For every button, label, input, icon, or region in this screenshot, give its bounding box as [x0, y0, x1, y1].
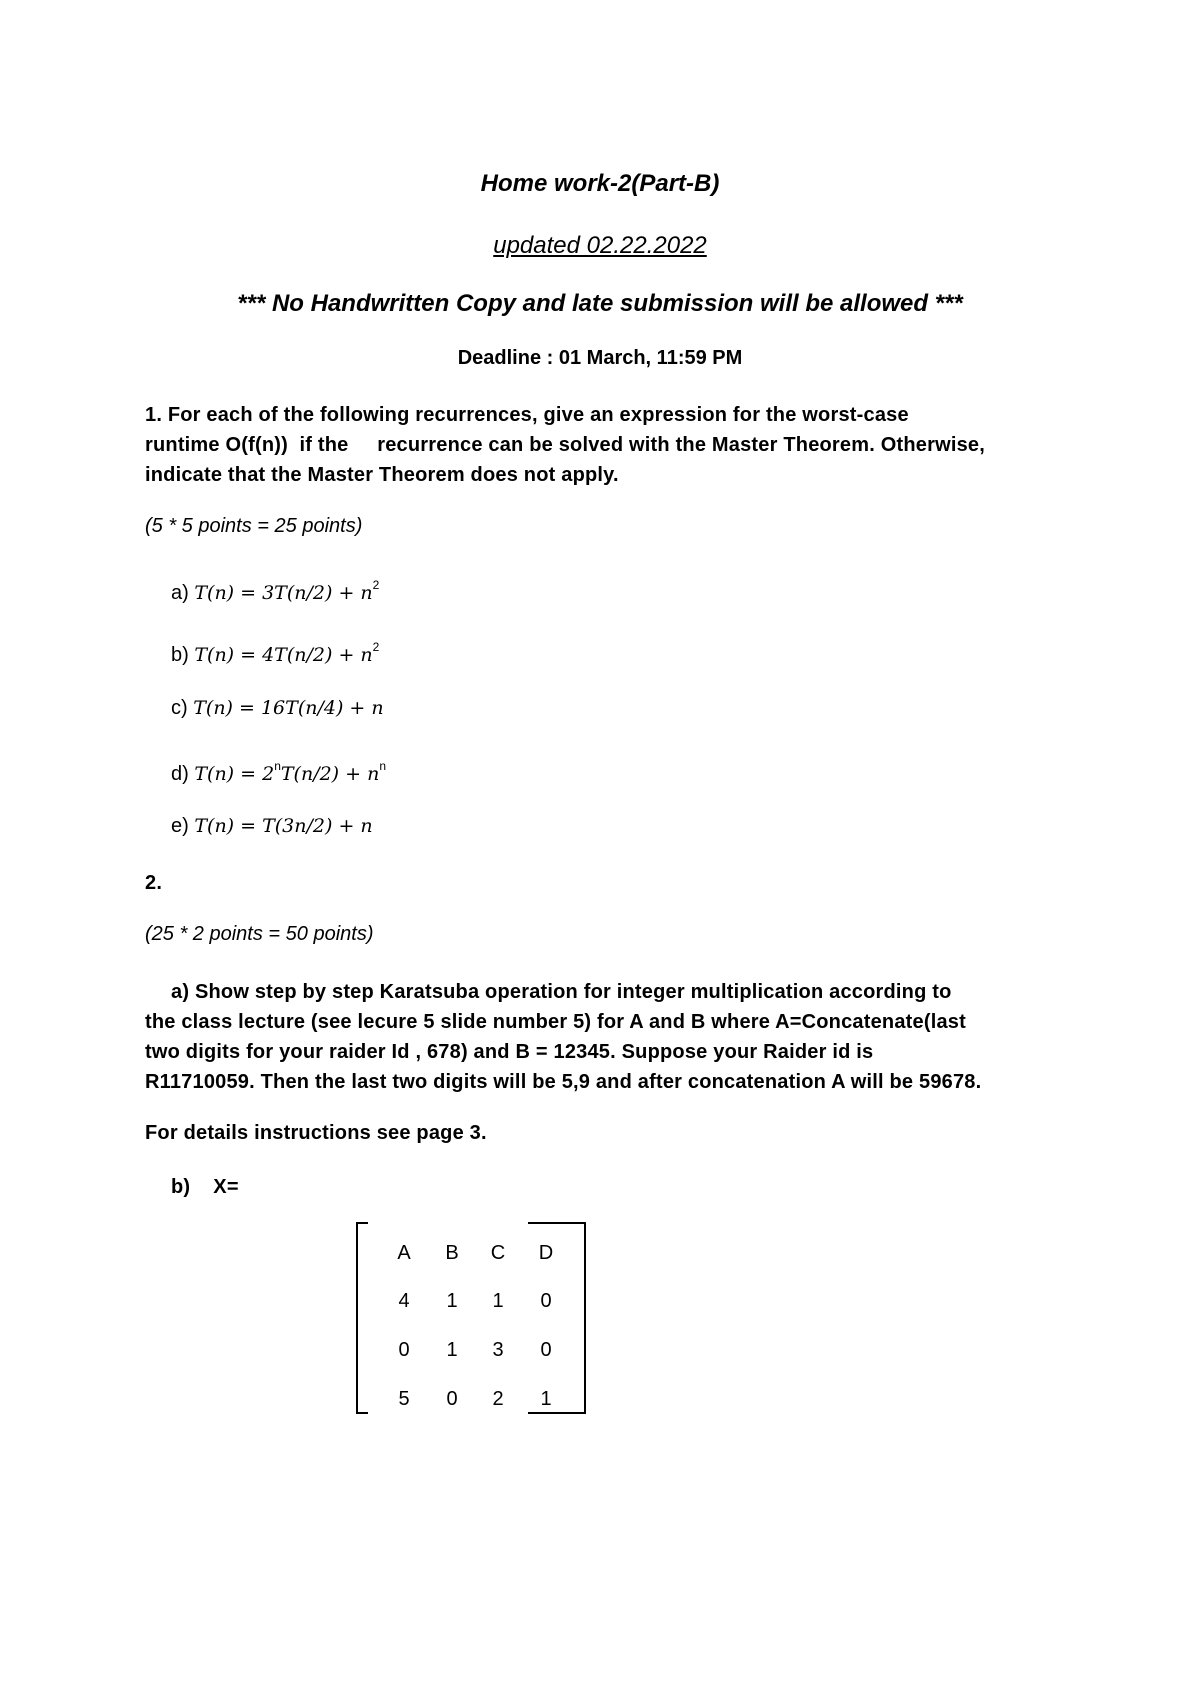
matrix-cell: 5: [398, 1388, 410, 1410]
recurrence-expression-tail: T(n/2) + n: [280, 763, 380, 785]
recurrence-exponent: n: [274, 759, 281, 773]
matrix-left-bracket: [356, 1222, 368, 1414]
question-2a-line-4: R11710059. Then the last two digits will be 5,9 and after concatenation A will be 59678.: [145, 1071, 982, 1093]
matrix-cell: 2: [492, 1388, 504, 1410]
matrix-cell: 0: [398, 1339, 410, 1361]
matrix-cell: D: [538, 1242, 554, 1264]
updated-date: updated 02.22.2022: [493, 232, 707, 259]
recurrence-expression: T(n) = 3T(n/2) + n: [194, 582, 373, 604]
recurrence-expression: T(n) = T(3n/2) + n: [194, 815, 373, 837]
question-1-text: [145, 400, 1075, 490]
matrix-cell: 3: [492, 1339, 504, 1361]
matrix-cell: C: [490, 1242, 506, 1264]
matrix-cell: 1: [492, 1290, 504, 1312]
matrix-cell: 1: [446, 1290, 458, 1312]
matrix-cell: 1: [446, 1339, 458, 1361]
question-1-line-2: runtime O(f(n)) if the recurrence can be solved with the Master Theorem. Otherwise,: [145, 434, 985, 456]
details-note: For details instructions see page 3.: [145, 1122, 487, 1144]
submission-notice: *** No Handwritten Copy and late submission will be allowed ***: [237, 290, 963, 317]
recurrence-expression: T(n) = 2: [194, 763, 275, 785]
matrix-cell: A: [397, 1242, 411, 1264]
recurrence-label: b): [171, 644, 189, 666]
recurrence-label: e): [171, 815, 189, 837]
question-1-line-3: indicate that the Master Theorem does not apply.: [145, 464, 619, 486]
recurrence-expression: T(n) = 4T(n/2) + n: [194, 644, 373, 666]
matrix-cell: 4: [398, 1290, 410, 1312]
recurrence-label: d): [171, 763, 189, 785]
deadline: Deadline : 01 March, 11:59 PM: [457, 347, 743, 369]
question-2a-line-3: two digits for your raider Id , 678) and B = 12345. Suppose your Raider id is: [145, 1041, 874, 1063]
question-1-line-1: 1. For each of the following recurrences, give an expression for the worst-case: [145, 404, 909, 426]
page-title: Home work-2(Part-B): [480, 170, 720, 197]
question-1-points: (5 * 5 points = 25 points): [145, 515, 363, 537]
question-2b-label: b) X=: [171, 1176, 239, 1198]
matrix-cell: 0: [540, 1290, 552, 1312]
question-2-number: 2.: [145, 872, 163, 894]
recurrence-c: [171, 697, 384, 720]
matrix-cell: 1: [540, 1388, 552, 1410]
recurrence-a: [171, 578, 379, 605]
recurrence-exponent: 2: [372, 640, 380, 654]
recurrence-b: [171, 640, 379, 667]
recurrence-label: a): [171, 582, 189, 604]
matrix-cell: 0: [446, 1388, 458, 1410]
matrix-cell: 0: [540, 1339, 552, 1361]
question-2a-text: [145, 977, 1075, 1097]
matrix-x: [356, 1222, 586, 1414]
recurrence-d: [171, 759, 386, 786]
question-2a-line-1: a) Show step by step Karatsuba operation for integer multiplication according to: [171, 981, 952, 1003]
recurrence-exponent-2: n: [379, 759, 387, 773]
recurrence-e: [171, 815, 373, 838]
recurrence-exponent: 2: [372, 578, 380, 592]
recurrence-label: c): [171, 697, 188, 719]
question-2-points: (25 * 2 points = 50 points): [145, 923, 374, 945]
recurrence-expression: T(n) = 16T(n/4) + n: [193, 697, 384, 719]
question-2a-line-2: the class lecture (see lecure 5 slide number 5) for A and B where A=Concatenate(last: [145, 1011, 966, 1033]
matrix-cell: B: [445, 1242, 459, 1264]
